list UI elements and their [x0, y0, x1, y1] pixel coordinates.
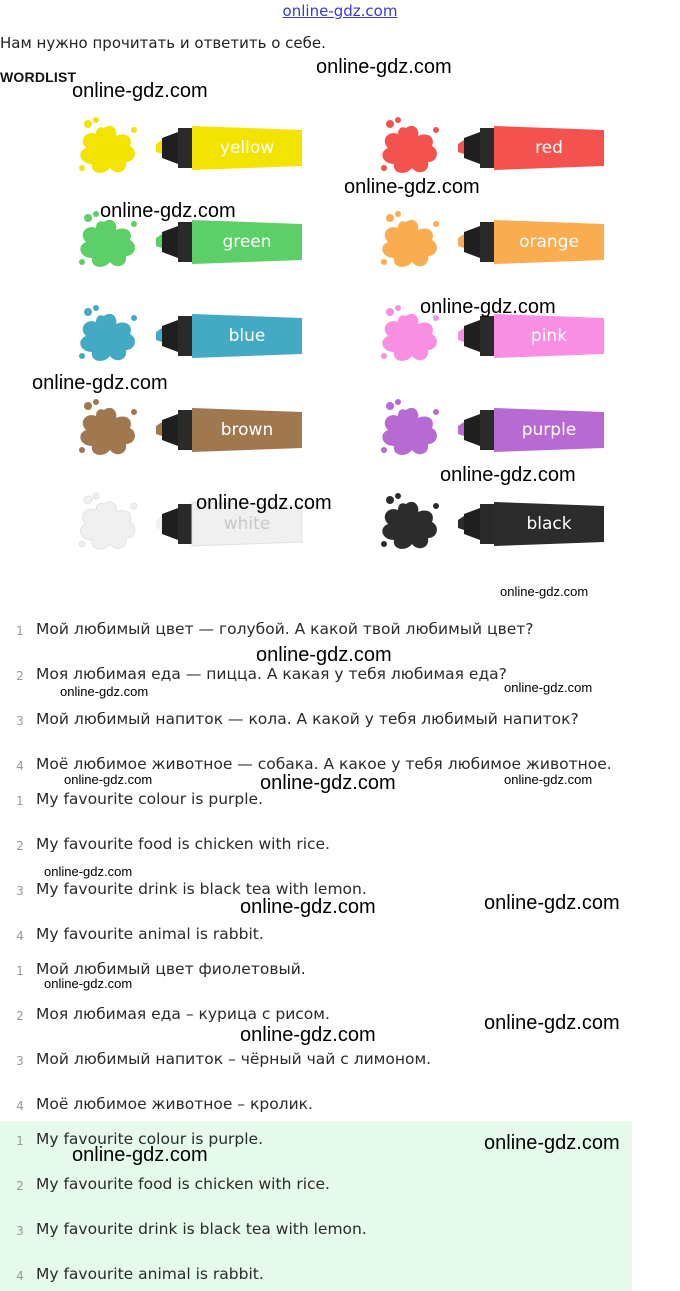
wordlist-item-yellow: [74, 112, 314, 182]
wordlist-item-red: [376, 112, 616, 182]
watermark: online-gdz.com: [240, 896, 376, 918]
watermark: online-gdz.com: [504, 772, 593, 787]
item-text: Моё любимое животное — собака. А какое у тебя любимое животное.: [36, 755, 612, 773]
color-word-label: brown: [220, 420, 274, 440]
paint-splash-icon: [376, 210, 444, 272]
item-text: My favourite drink is black tea with lemon.: [36, 1220, 367, 1238]
wordlist-item-blue: [74, 300, 314, 370]
color-word-label: red: [535, 138, 563, 158]
watermark: online-gdz.com: [72, 1144, 208, 1166]
item-text: Мой любимый цвет — голубой. А какой твой любимый цвет?: [36, 620, 534, 638]
color-word-label: green: [222, 232, 272, 252]
watermark: online-gdz.com: [440, 464, 576, 486]
item-text: My favourite colour is purple.: [36, 790, 263, 808]
item-number: 4: [16, 759, 24, 773]
color-word-label: white: [223, 514, 271, 534]
paint-splash-icon: [376, 398, 444, 460]
watermark: online-gdz.com: [484, 1132, 620, 1154]
watermark: online-gdz.com: [64, 772, 153, 787]
color-word-label: yellow: [219, 138, 275, 158]
wordlist-title: WORDLIST: [0, 69, 77, 85]
item-number: 3: [16, 884, 24, 898]
item-text: My favourite food is chicken with rice.: [36, 835, 330, 853]
wordlist-item-black: [376, 488, 616, 558]
item-text: My favourite animal is rabbit.: [36, 925, 264, 943]
watermark: online-gdz.com: [72, 80, 208, 102]
paint-splash-icon: [74, 492, 142, 554]
paint-splash-icon: [74, 398, 142, 460]
item-number: 3: [16, 1054, 24, 1068]
color-word-label: black: [526, 514, 572, 534]
list-item: [0, 1175, 660, 1197]
item-number: 4: [16, 1269, 24, 1283]
item-text: Мой любимый напиток – чёрный чай с лимоном.: [36, 1050, 432, 1068]
list-item: [0, 1050, 660, 1072]
watermark: online-gdz.com: [260, 772, 396, 794]
item-text: Моя любимая еда — пицца. А какая у тебя любимая еда?: [36, 665, 507, 683]
item-number: 4: [16, 1099, 24, 1113]
color-word-label: pink: [530, 326, 568, 346]
item-text: Моя любимая еда – курица с рисом.: [36, 1005, 330, 1023]
watermark: online-gdz.com: [100, 200, 236, 222]
item-text: Мой любимый цвет фиолетовый.: [36, 960, 306, 978]
item-number: 1: [16, 624, 24, 638]
item-text: My favourite animal is rabbit.: [36, 1265, 264, 1283]
color-word-label: purple: [521, 420, 577, 440]
item-number: 4: [16, 929, 24, 943]
list-item: [0, 925, 660, 947]
list-item: [0, 620, 660, 642]
paint-splash-icon: [74, 116, 142, 178]
paint-splash-icon: [74, 304, 142, 366]
paint-splash-icon: [376, 492, 444, 554]
item-number: 3: [16, 1224, 24, 1238]
watermark: online-gdz.com: [504, 680, 593, 695]
item-text: My favourite colour is purple.: [36, 1130, 263, 1148]
item-number: 1: [16, 794, 24, 808]
watermark: online-gdz.com: [240, 1024, 376, 1046]
list-item: [0, 835, 660, 857]
item-text: My favourite drink is black tea with lemon.: [36, 880, 367, 898]
item-number: 1: [16, 1134, 24, 1148]
item-number: 2: [16, 1009, 24, 1023]
watermark: online-gdz.com: [344, 176, 480, 198]
item-number: 2: [16, 839, 24, 853]
paint-splash-icon: [376, 116, 444, 178]
watermark: online-gdz.com: [256, 644, 392, 666]
watermark: online-gdz.com: [500, 584, 589, 599]
item-text: Мой любимый напиток — кола. А какой у тебя любимый напиток?: [36, 710, 579, 728]
item-number: 1: [16, 964, 24, 978]
item-text: My favourite food is chicken with rice.: [36, 1175, 330, 1193]
wordlist-item-purple: [376, 394, 616, 464]
wordlist-item-brown: [74, 394, 314, 464]
watermark: online-gdz.com: [484, 1012, 620, 1034]
list-item: [0, 710, 660, 732]
item-number: 3: [16, 714, 24, 728]
item-number: 2: [16, 1179, 24, 1193]
list-item: [0, 1095, 660, 1117]
intro-text: Нам нужно прочитать и ответить о себе.: [0, 34, 326, 52]
wordlist-item-orange: [376, 206, 616, 276]
watermark: online-gdz.com: [60, 684, 149, 699]
watermark: online-gdz.com: [420, 296, 556, 318]
color-word-label: blue: [228, 326, 266, 346]
item-number: 2: [16, 669, 24, 683]
list-item: [0, 1220, 660, 1242]
list-item: [0, 1265, 660, 1287]
watermark: online-gdz.com: [484, 892, 620, 914]
watermark: online-gdz.com: [196, 492, 332, 514]
watermark: online-gdz.com: [32, 372, 168, 394]
watermark: online-gdz.com: [316, 56, 452, 78]
watermark: online-gdz.com: [44, 864, 133, 879]
item-text: Моё любимое животное – кролик.: [36, 1095, 313, 1113]
color-word-label: orange: [519, 232, 579, 252]
watermark: online-gdz.com: [44, 976, 133, 991]
site-header-link[interactable]: online-gdz.com: [282, 2, 398, 20]
